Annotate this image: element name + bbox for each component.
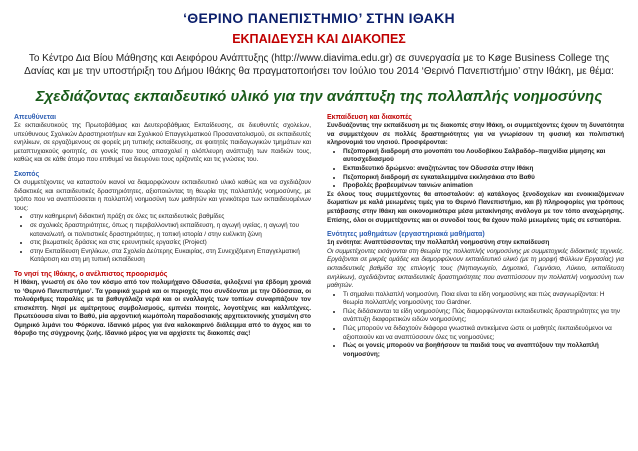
goal-list (14, 213, 311, 265)
unit1-item: • Πώς μπορούν να διδαχτούν διάφορα γνωστικά αντικείμενα ώστε οι μαθητές /εκπαιδευόμενοι να αξιοποιούν και να αναπτύσσουν όλες τις νοημοσύνες; (343, 325, 624, 342)
unit1-item: • Τι σημαίνει πολλαπλή νοημοσύνη. Ποια είναι τα είδη νοημοσύνης και πώς αναγνωρίζονται: Η θεωρία πολλαπλής νοημοσύνης του Gardner. (343, 291, 624, 308)
columns (14, 113, 624, 359)
edu-heading: Εκπαίδευση και διακοπές (327, 114, 412, 121)
unit1-heading: 1η ενότητα: Αναπτύσσοντας την πολλαπλή νοημοσύνη στην εκπαίδευση (327, 239, 550, 247)
edu-item: • Προβολές βραβευμένων ταινιών animation (343, 182, 624, 191)
goal-heading: Σκοπός (14, 170, 40, 178)
unit1-list (327, 291, 624, 360)
edu-text: Συνδυάζοντας την εκπαίδευση με τις διακοπές στην Ιθάκη, οι συμμετέχοντες έχουν τη δυνατότητα να συμμετέχουν σε πολλές δραστηριότητες για να γνωρίσουν τη φυσική και πολιτιστική κληρονομιά του νησιού. Προσφέρονται: (327, 122, 624, 147)
goal-item: • σε σχολικές δραστηριότητες, όπως η περιβαλλοντική εκπαίδευση, η αγωγή υγείας, η αγωγή του καταναλωτή, οι πολιτιστικές δραστηριότητες, η τοπική ιστορία / στην ευέλικτη ζώνη (30, 222, 311, 239)
left-column (14, 113, 311, 359)
addressees-text: Σε εκπαιδευτικούς της Πρωτοβάθμιας και Δευτεροβάθμιας Εκπαίδευσης, σε διευθυντές σχολείων, υπεύθυνους Σχολικών Δραστηριοτήτων και Σχολικού Επαγγελματικού Προσανατολισμού, σε εκπαιδευτές ενηλίκων, σε εργαζόμενους σε φορείς μη τυπικής εκπαίδευσης, σε φοιτητές παιδαγωγικών τμημάτων και μεταπτυχιακούς φοιτητές, σε γονείς που τους απασχολεί η ολόπλευρη ανάπτυξη των παιδιών τους, καθώς και σε κάθε άτομο που επιθυμεί να διευρύνει τους ορίζοντές και τις γνώσεις του. (14, 122, 311, 164)
units-heading: Ενότητες μαθημάτων (εργαστηριακά μαθήματα) (327, 231, 485, 239)
right-column (327, 113, 624, 359)
island-text: Η Ιθάκη, γνωστή σε όλο τον κόσμο από τον πολυμήχανο Οδυσσέα, φιλοξενεί για έβδομη χρονιά το ‘Θερινό Πανεπιστήμιο’. Τα γραφικά χωριά και οι περιοχές που συνδέονται με την Οδύσσεια, οι πολυάριθμες παραλίες με τα βαθυγάλαζα νερά και οι εναλλαγές των τοπίων συναρπάζουν τον επισκέπτη. Νησί με αμέτρητους συμβολισμούς, εμπνέει ποιητές, λογοτέχνες και καλλιτέχνες. Πρωτεύουσα είναι το Βαθύ, μία αρχοντική κωμόπολη παραδοσιακής αρχιτεκτονικής χτισμένη στο Ομηρικό λιμάνι του Φόρκυνα. Ιδανικό μέρος για ένα καλοκαιρινό διάλειμμα από το άγχος και το θόρυβο της σύγχρονης ζωής. Ιδανικό μέρος για να αρχίσετε τις διακοπές σας! (14, 278, 311, 338)
goal-item: • στην Εκπαίδευση Ενηλίκων, στα Σχολεία Δεύτερης Ευκαιρίας, στη Συνεχιζόμενη Επαγγελματική Κατάρτιση και στη μη τυπική εκπαίδευση (30, 248, 311, 265)
edu-text-2: Σε όλους τους συμμετέχοντες θα αποσταλούν: α) κατάλογος ξενοδοχείων και ενοικιαζόμενων δωματίων με καλά μειωμένες τιμές για το Θερινό Πανεπιστήμιο, και β) πληροφορίες για τρόπους μετάβασης στην Ιθάκη και οικονομικότερα μέσα μετακίνησης ανάλογα με τον τόπο αναχώρησης. Επίσης, όλοι οι συμμετέχοντες και οι συνοδοί τους θα έχουν πολύ μειωμένες τιμές σε εστιατόρια. (327, 190, 624, 224)
edu-item: • Εκπαιδευτικό δρώμενο: αναζητώντας τον Οδυσσέα στην Ιθάκη (343, 165, 624, 174)
goal-item: • στην καθημερινή διδακτική πράξη σε όλες τις εκπαιδευτικές βαθμίδες (30, 213, 311, 222)
theme-title: Σχεδιάζοντας εκπαιδευτικό υλικό για την ανάπτυξη της πολλαπλής νοημοσύνης (35, 88, 603, 105)
unit1-item: • Πώς οι γονείς μπορούν να βοηθήσουν τα παιδιά τους να αναπτύξουν την πολλαπλή νοημοσύνη; (343, 342, 624, 359)
intro-text: Το Κέντρο Δια Βίου Μάθησης και Αειφόρου Ανάπτυξης (http://www.diavima.edu.gr) σε συνεργασία με το Køge Business College της Δανίας και με την υποστήριξη του Δήμου Ιθάκης θα πραγματοποιήσει τον Ιούλιο του 2014 ‘Θερινό Πανεπιστήμιο’ στην Ιθάκη, με θέμα: (24, 53, 614, 77)
page-subtitle: ΕΚΠΑΙΔΕΥΣΗ ΚΑΙ ΔΙΑΚΟΠΕΣ (232, 32, 406, 46)
edu-list (327, 148, 624, 191)
goal-text: Οι συμμετέχοντες να καταστούν ικανοί να διαμορφώνουν εκπαιδευτικό υλικό καθώς και να σχεδιάζουν διδακτικές και εκπαιδευτικές δραστηριότητες, αξιοποιώντας τη θεωρία της πολλαπλής νοημοσύνης, με τρόπο που να αναπτύσσεται η πολλαπλή νοημοσύνη των μαθητών και γενικότερα των εκπαιδευομένων τους: (14, 178, 311, 212)
page-title: ‘ΘΕΡΙΝΟ ΠΑΝΕΠΙΣΤΗΜΙΟ’ ΣΤΗΝ ΙΘΑΚΗ (183, 10, 455, 26)
addressees-heading: Απευθύνεται (14, 114, 57, 121)
island-heading: Το νησί της Ιθάκης, ο ανέλπιστος προορισμός (14, 270, 168, 278)
goal-item: • στις βιωματικές δράσεις και στις ερευνητικές εργασίες (Project) (30, 239, 311, 248)
unit1-item: • Πώς διδάσκονται τα είδη νοημοσύνης; Πώς διαμορφώνονται εκπαιδευτικές δραστηριότητες για την ανάπτυξη διαφορετικών ειδών νοημοσύνης; (343, 308, 624, 325)
unit1-text: Οι συμμετέχοντες εισάγονται στη θεωρία της πολλαπλής νοημοσύνης με συμμετοχικές διδακτικές τεχνικές. Εργάζονται σε μικρές ομάδες και διαμορφώνουν εκπαιδευτικό υλικό (με τη μορφή Φύλλων Εργασίας) για εκπαιδευτικές βαθμίδα της επιλογής τους (Νηπιαγωγείο, Δημοτικό, Γυμνάσιο, Λύκειο, εκπαίδευση ενηλίκων), σχεδιάζοντας εκπαιδευτικές δραστηριότητες που αναπτύσσουν την πολλαπλή νοημοσύνη των μαθητών. (327, 247, 624, 290)
edu-item: • Πεζοπορική διαδρομή στο μονοπάτι του Λουδοβίκου Σαλβαδόρ–παιχνίδια μίμησης και αυτοσχεδιασμού (343, 148, 624, 165)
edu-item: • Πεζοπορική διαδρομή σε εγκαταλειμμένα εκκλησάκια στο Βαθύ (343, 174, 624, 183)
